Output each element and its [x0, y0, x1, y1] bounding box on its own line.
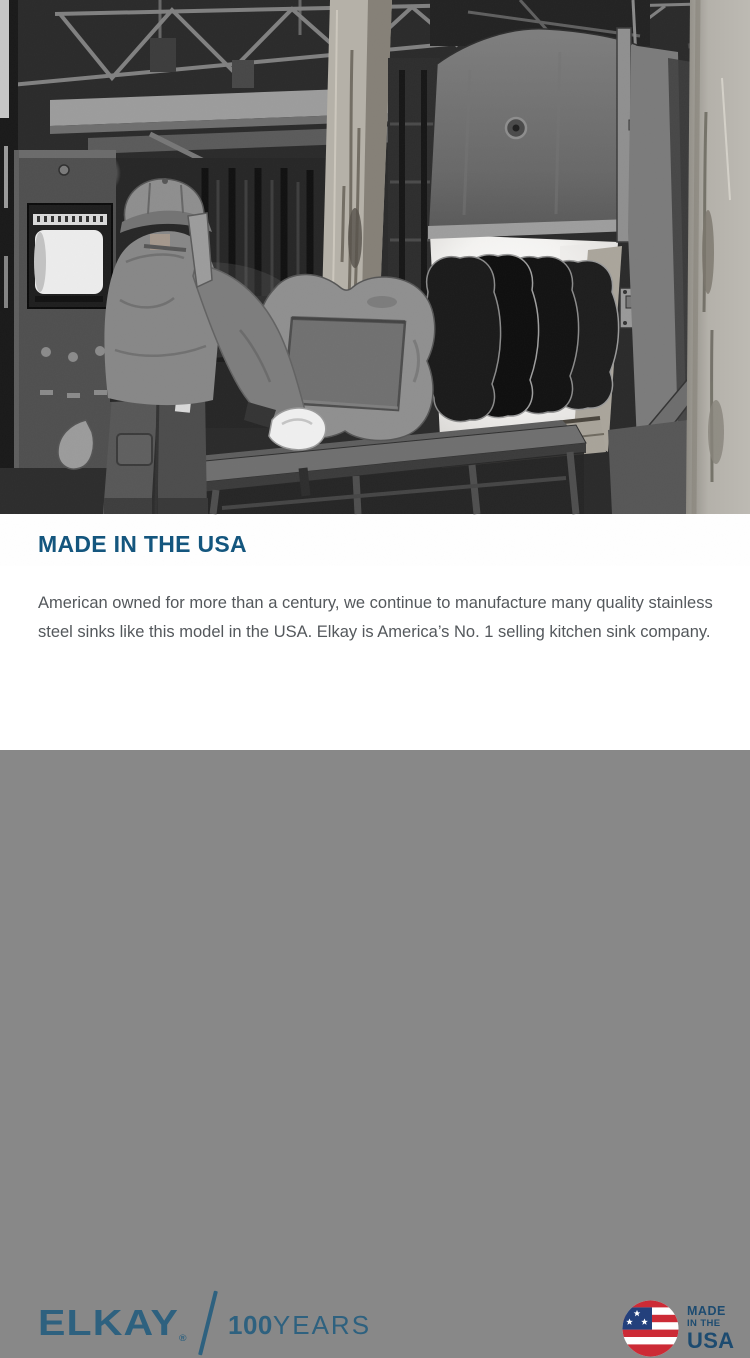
factory-photo [0, 0, 750, 514]
brand-row [0, 640, 750, 1353]
badge-line-usa: USA [687, 1327, 735, 1353]
badge-line-inthe: IN THE [687, 1318, 721, 1329]
factory-photo-illustration [0, 0, 750, 514]
logo-slash-divider [198, 1290, 218, 1355]
film-grain [0, 0, 750, 514]
badge-text [687, 1305, 734, 1352]
elkay-logo: ELKAY® [38, 1302, 187, 1343]
usa-flag-icon [622, 1300, 679, 1357]
registered-trademark: ® [179, 1333, 187, 1343]
badge-line-made: MADE [687, 1303, 726, 1318]
page-title: MADE IN THE USA [38, 531, 247, 557]
made-in-usa-badge [622, 1298, 742, 1358]
body-text: American owned for more than a century, we continue to manufacture many quality stainless steel sinks like this model in the USA. Elkay is America’s No. 1 selling kitchen sink company. [38, 593, 713, 641]
anniversary-lockup: 100YEARS [228, 1310, 372, 1340]
